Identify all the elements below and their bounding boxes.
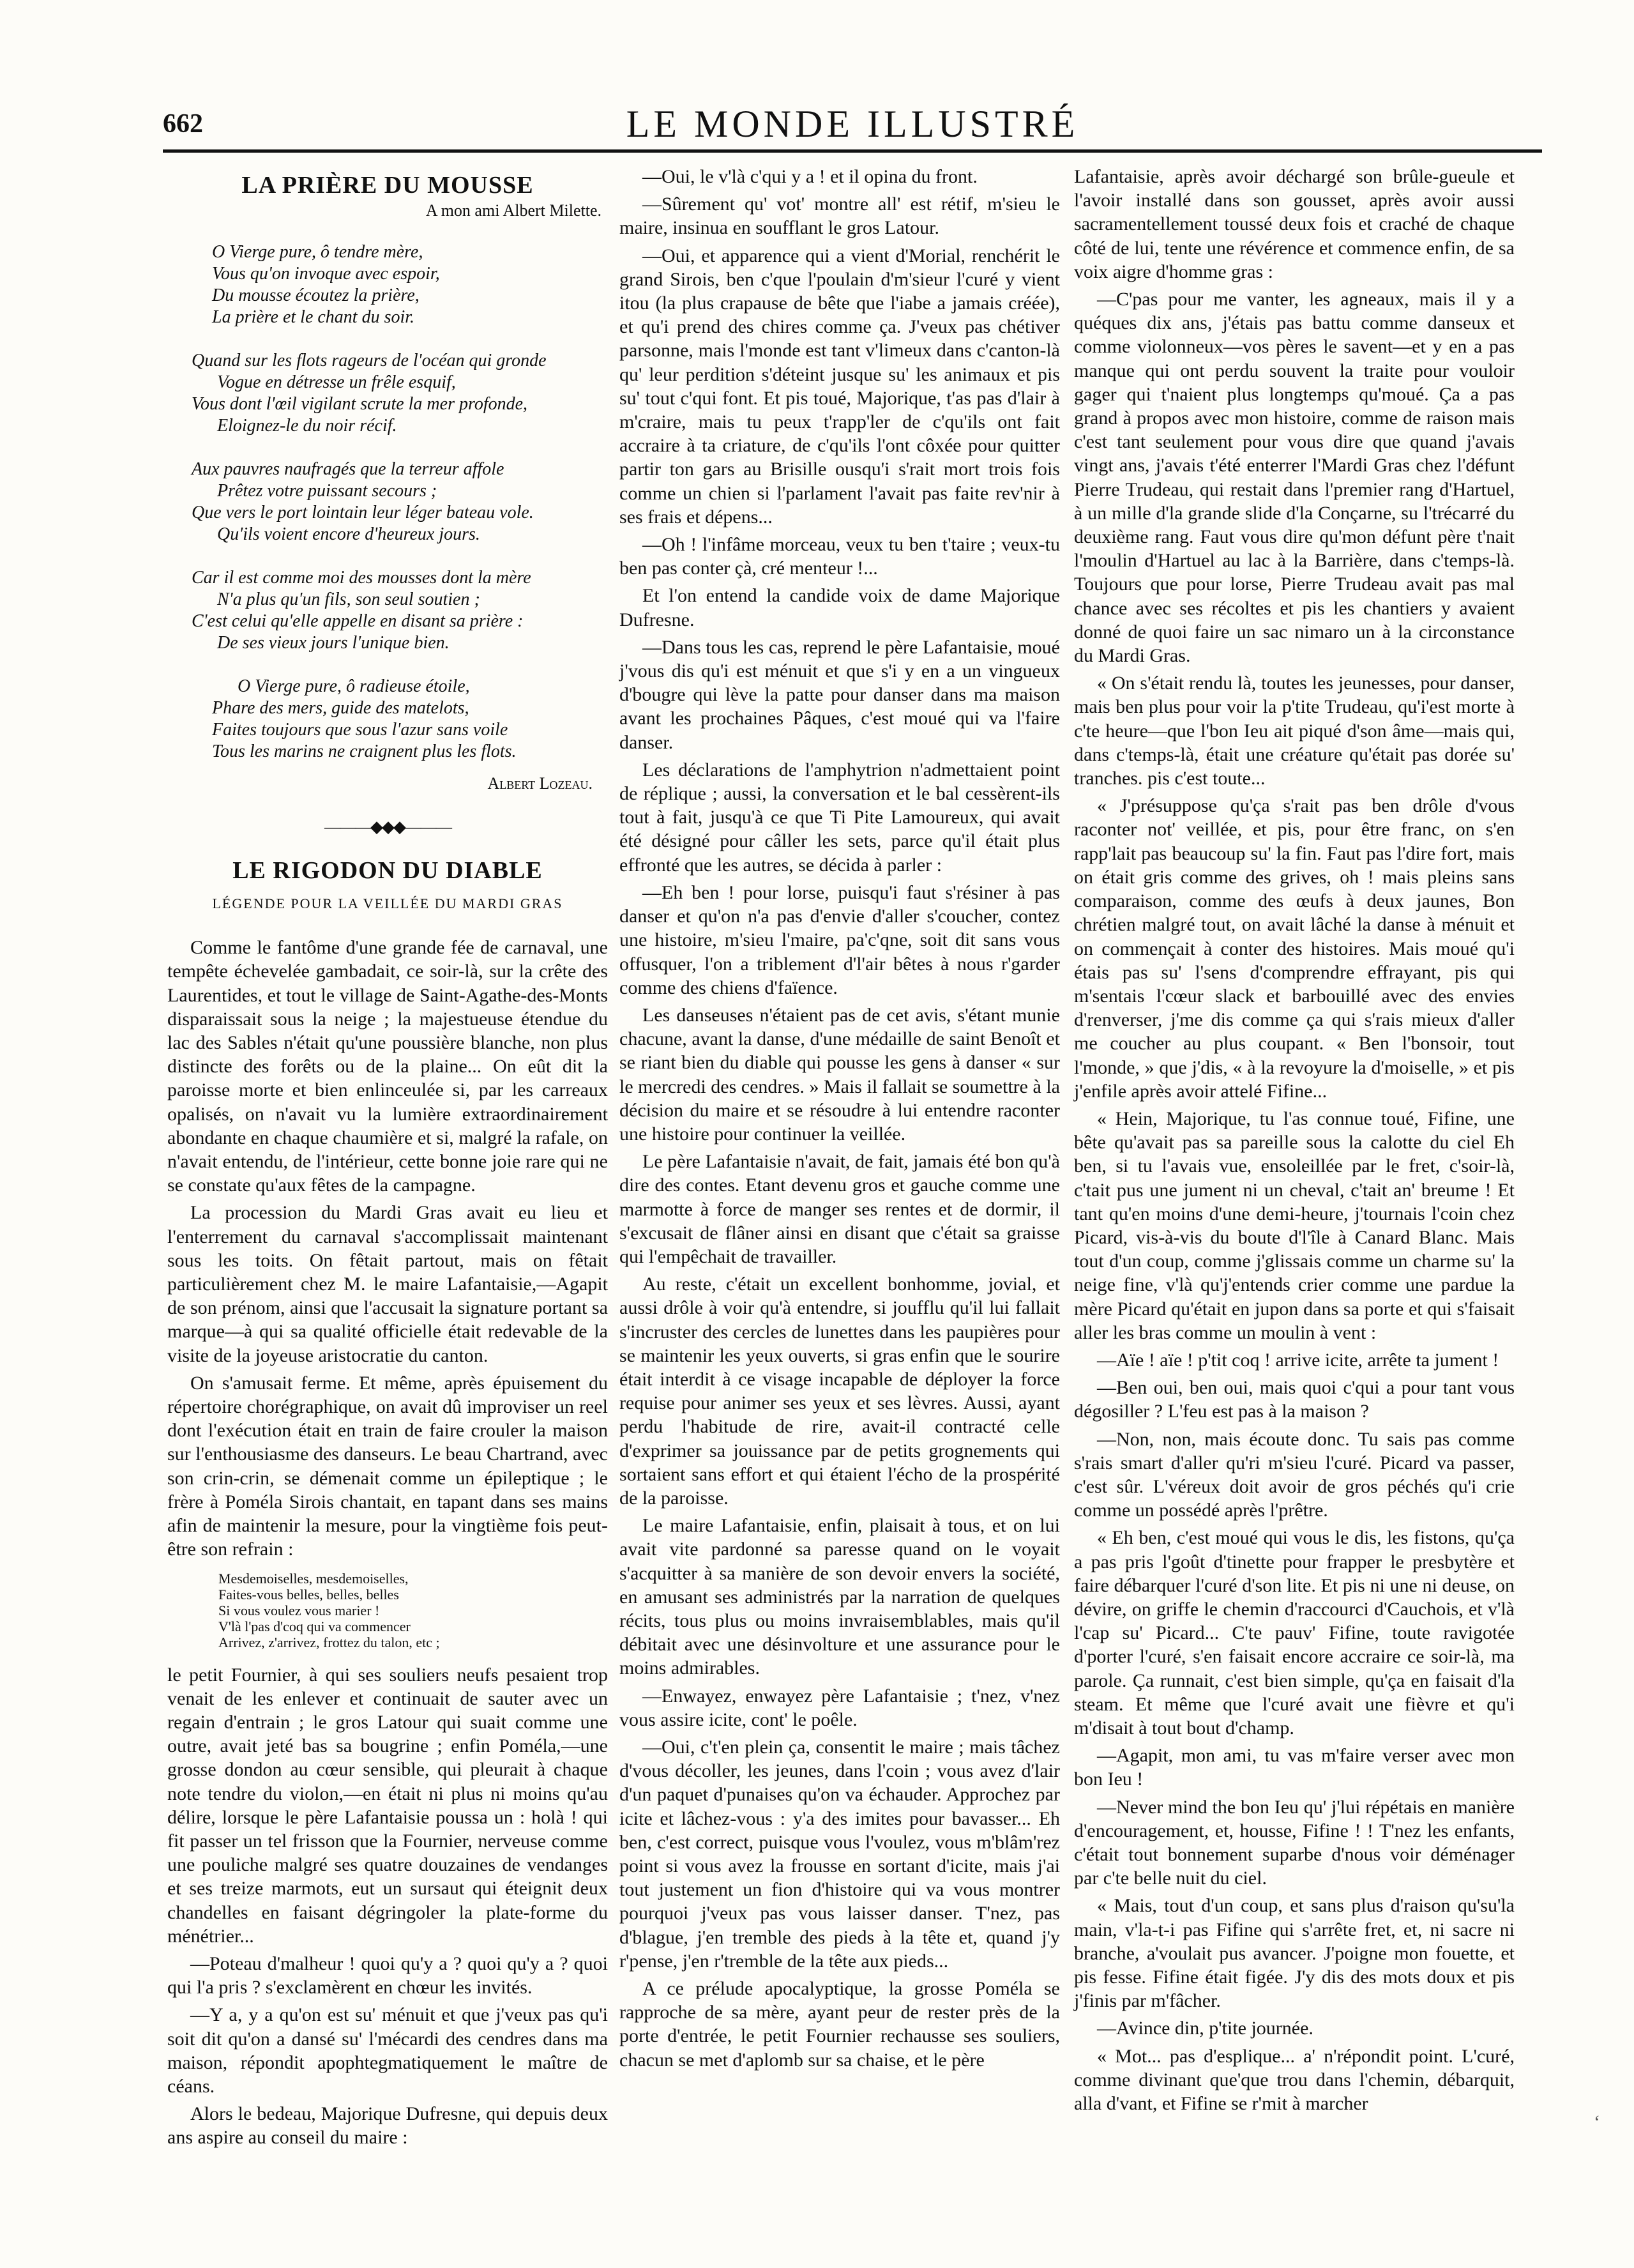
column-1 — [167, 165, 608, 2154]
paragraph: —Oui, le v'là c'qui y a ! et il opina du front. — [642, 166, 978, 187]
paragraph: Au reste, c'était un excellent bonhomme, jovial, et aussi drôle à voir qu'à entendre, si joufflu qu'il lui fallait s'incruster des cercles de lunettes dans les paupières pour se maintenir les yeux ouverts, si gras enfin que le sourire était interdit à ce visage incapable de déployer la force requise pour animer ses yeux et ses lèvres. Aussi, ayant perdu l'habitude de rire, avait-il contracté celle d'exprimer sa jouissance par de petits grognements qui sortaient sans effort et qui étaient l'écho de la prospérité de la paroisse. — [619, 1274, 1060, 1509]
separator-ornament: ———◆◆◆——— — [324, 817, 451, 836]
poem-stanza — [212, 241, 608, 328]
page-number: 662 — [163, 109, 203, 139]
verse: Phare des mers, guide des matelots, — [212, 698, 469, 719]
paragraph: Le père Lafantaisie n'avait, de fait, jamais été bon qu'à dire des contes. Etant devenu gros et gauche comme une marmotte à force de manger ses rentes et de dormir, il s'excusait de flâner ainsi en disant que c'était sa graisse qui l'empêchait de travailler. — [619, 1151, 1060, 1267]
paragraph: A ce prélude apocalyptique, la grosse Poméla se rapproche de sa mère, ayant peur de rester près de la porte d'entrée, le petit Fournier rechausse ses souliers, chacun se met d'aplomb sur sa chaise, et le père — [619, 1978, 1060, 2071]
paragraph: —Sûrement qu' vot' montre all' est rétif, m'sieu le maire, insinua en soufflant le gros Latour. — [619, 194, 1060, 239]
paragraph: —C'pas pour me vanter, les agneaux, mais il y a quéques dix ans, j'étais pas battu comme danseux et comme violonneux—vos pères le savent—et y en a pas manque qui ont perdu souvent la traite pour vouloir gager qui t'naient plus longtemps qu'moué. Ça a pas grand à propos avec mon histoire, comme de raison mais c'est tant seulement pour vous dire que quand j'avais vingt ans, j'avais t'été enterrer l'Mardi Gras chez l'défunt Pierre Trudeau, qui restait dans l'premier rang d'Hartuel, à un mille d'la grande slide d'la Conçarne, su l'trécarré du deuxième rang. Faut vous dire qu'mon défunt père t'nait l'moulin d'Hartuel au lac à la Barrière, dans c'temps-là. Toujours que pour lorse, Pierre Trudeau avait pas mal chance avec ses récoltes et pis les chantiers y avaient donné de quoi faire un sac nimaro un à la circonstance du Mardi Gras. — [1074, 289, 1515, 667]
paragraph: Les danseuses n'étaient pas de cet avis, s'étant munie chacune, avant la danse, d'une médaille de saint Benoît et se riant bien du diable qui pousse les gens à danser « sur le mercredi des cendres. » Mais il fallait se soumettre à la décision du maire et se résoudre à lui entendre raconter une histoire pour continuer la veillée. — [619, 1004, 1060, 1145]
paragraph: « Eh ben, c'est moué qui vous le dis, les fistons, qu'ça a pas pris l'goût d'tinette pour frapper le presbytère et faire débarquer l'curé d'son lite. Et pis ni une ni deuse, on dévire, on griffe le chemin d'raccourci d'Cauchois, et v'là l'cap su' Picard... C'te pauv' Fifine, toute ravigotée d'porter l'curé, s'en faisait encore accraire ce soir-là, ma parole. Ça runnait, c'est bien simple, qu'ça en faisait d'la steam. Et même que l'curé avait une fièvre et qu'i m'disait à tout bout d'champ. — [1074, 1527, 1515, 1739]
song-refrain — [218, 1571, 608, 1650]
paragraph: —Y a, y a qu'on est su' ménuit et que j'veux pas qu'i soit dit qu'on a dansé su' l'mécardi des cendres dans ma maison, répondit apophtegmatiquement le maître de céans. — [167, 2004, 608, 2097]
verse: Vogue en détresse un frêle esquif, — [217, 372, 456, 393]
verse: Car il est comme moi des mousses dont la mère — [192, 568, 531, 588]
paragraph: « Mot... pas d'esplique... a' n'répondit point. L'curé, comme divinant que'que trou dans l'chemin, débarquit, alla d'vant, et Fifine se r'mit à marcher — [1074, 2045, 1515, 2115]
refrain-line: Mesdemoiselles, mesdemoiselles, — [218, 1570, 409, 1587]
paragraph: —Avince din, p'tite journée. — [1097, 2018, 1313, 2039]
verse: N'a plus qu'un fils, son seul soutien ; — [217, 590, 480, 610]
paragraph: —Aïe ! aïe ! p'tit coq ! arrive icite, arrête ta jument ! — [1097, 1349, 1499, 1371]
verse: Du mousse écoutez la prière, — [212, 285, 420, 306]
paragraph: —Oh ! l'infâme morceau, veux tu ben t'taire ; veux-tu ben pas conter çà, cré menteur !... — [619, 534, 1060, 579]
verse: La prière et le chant du soir. — [212, 307, 415, 328]
paragraph: —Agapit, mon ami, tu vas m'faire verser avec mon bon Ieu ! — [1074, 1745, 1515, 1790]
paragraph: Comme le fantôme d'une grande fée de carnaval, une tempête échevelée gambadait, ce soir-là, sur la crête des Laurentides, et tout le village de Saint-Agathe-des-Monts disparaissait sous la neige ; la majestueuse étendue du lac des Sables n'était qu'une poussière blanche, non plus distincte des forêts ou de la plaine... On eût dit la paroisse morte et bien enlinceulée si, par les carreaux opalisés, on n'avait vu la lumière extraordinairement abondante en chaque chaumière et si, malgré la rafale, on n'avait entendu, de l'intérieur, cette bonne joie rare qui ne se constate qu'aux fêtes de la campagne. — [167, 937, 608, 1196]
poem-title: LA PRIÈRE DU MOUSSE — [241, 172, 534, 199]
paragraph: « J'présuppose qu'ça s'rait pas ben drôle d'vous raconter not' veillée, et pis, pour être franc, on s'en rapp'lait pas beaucoup su' la fin. Faut pas l'dire fort, mais on était gris comme des grives, oh ! mais pleins sans comparaison, comme des œufs à deux jaunes, Bon chrétien malgré tout, on avait lâché la danse à ménuit et on commençait à conter des histoires. Mais moué qu'i étais pas su' l'sens d'comprendre effrayant, pis qui m'sentais l'cœur slack et barbouillé avec des envies d'renverser, j'me dis comme ça qui s'rais mieux d'aller me coucher au plus coupant. « Ben l'bonsoir, tout l'monde, » que j'dis, « à la revoyure la d'moiselle, » et pis j'enfile après avoir attelé Fifine... — [1074, 795, 1515, 1102]
paragraph: —Never mind the bon Ieu qu' j'lui répétais en manière d'encouragement, et, housse, Fifine ! ! T'nez les enfants, c'était tout bonnement suparbe d'nous voir déménager par c'te belle nuit du ciel. — [1074, 1796, 1515, 1889]
paragraph: « On s'était rendu là, toutes les jeunesses, pour danser, mais ben plus pour voir la p'tite Trudeau, qu'i'est morte à c'te heure—que l'bon Ieu ait piqué d'son âme—mais qui, dans c'temps-là, était une créature qu'était pas dorée su' tranches. pis c'est toute... — [1074, 673, 1515, 789]
verse: Vous qu'on invoque avec espoir, — [212, 264, 440, 284]
column-3 — [1074, 165, 1515, 2119]
story-subtitle: LÉGENDE POUR LA VEILLÉE DU MARDI GRAS — [212, 895, 563, 912]
header-rule — [163, 149, 1542, 153]
paragraph: « Hein, Majorique, tu l'as connue toué, Fifine, une bête qu'avait pas sa pareille sous la calotte du ciel Eh ben, si tu l'avais vue, ensoleillée par le fret, c'soir-là, c'tait pus une jument ni un cheval, c'tait an' breume ! Et tant qu'en moins d'une demi-heure, j'tournais l'coin chez Picard, vis-à-vis du boute d'l'île à Canard Blanc. Mais tout d'un coup, comme j'glissais comme un charme su' la neige fine, v'là qu'j'entends crier comme une pardue la mère Picard qu'était en jupon dans sa porte et qui s'faisait aller les bras comme un moulin à vent : — [1074, 1107, 1515, 1343]
paragraph: —Oui, c't'en plein ça, consentit le maire ; mais tâchez d'vous décoller, les jeunes, dans l'coin ; vous avez d'lair d'un paquet d'punaises qu'on va échauder. Approchez par icite et lâchez-vous : y'a des imites pour bavasser... Eh ben, c'est correct, puisque vous l'voulez, vous m'blâm'rez point si vous avez la frousse en sortant d'icite, mais j'ai tout justement un fion d'histoire qui va vous montrer pourquoi j'veux pas vous laisser danser. T'nez, pas d'blague, j'en tremble des pieds à la tête et, quand j'y r'pense, j'en r'tremble de la tête aux pieds... — [619, 1737, 1060, 1972]
poem-stanza — [192, 567, 608, 654]
verse: Aux pauvres naufragés que la terreur affole — [192, 459, 504, 480]
page-header — [163, 102, 1542, 147]
verse: Tous les marins ne craignent plus les flots. — [212, 742, 517, 762]
paragraph: Lafantaisie, après avoir déchargé son brûle-gueule et l'avoir installé dans son gousset, après avoir aussi sacramentellement toussé deux fois et craché de chaque côté de lui, tente une révérence et commence enfin, de sa voix aigre d'homme gras : — [1074, 166, 1515, 282]
margin-mark: ‘ — [1594, 2112, 1600, 2133]
poem-author: Albert Lozeau. — [487, 774, 593, 793]
refrain-line: Arrivez, z'arrivez, frottez du talon, etc ; — [218, 1634, 440, 1650]
paragraph: Et l'on entend la candide voix de dame Majorique Dufresne. — [619, 585, 1060, 630]
paragraph: —Eh ben ! pour lorse, puisqu'i faut s'résiner à pas danser et qu'on n'a pas d'envie d'aller s'coucher, contez une histoire, m'sieu l'maire, pa'c'qne, soit dit sans vous offusquer, l'on a triblement d'l'air bêtes à nous r'garder comme des chiens d'faïence. — [619, 881, 1060, 998]
paragraph: Les déclarations de l'amphytrion n'admettaient point de réplique ; aussi, la conversation et le bal cessèrent-ils tout à fait, jusqu'à ce que Ti Pite Lamoureux, qui avait été désigné pour câller les sets, parce qu'il était plus effronté que les autres, se décida à parler : — [619, 759, 1060, 876]
refrain-line: Faites-vous belles, belles, belles — [218, 1586, 399, 1602]
paragraph: —Oui, et apparence qui a vient d'Morial, renchérit le grand Sirois, ben c'que l'poulain d'm'sieur l'curé y vient itou (la plus crapause de bête que l'iabe a jamais créée), et qu'i prend des chires comme ça. J'veux pas chétiver parsonne, mais l'monde est tant v'limeux dans c'canton-là qu' leur perdition s'déteint jusque su' les animaux et pis su' tout c'qui font. Et pis toué, Majorique, t'as pas d'lair à m'craire, mais tu peux t'rapp'ler de c'qu'ils ont fait accraire à ta criature, de c'qu'ils l'ont côxée pour quitter partir ton gars au Brisille ousqu'i s'rait mort trois fois comme un chien si l'parlament l'avait pas faite rev'nir à ses frais et dépens... — [619, 245, 1060, 528]
verse: Quand sur les flots rageurs de l'océan qui gronde — [192, 351, 547, 371]
paragraph: —Enwayez, enwayez père Lafantaisie ; t'nez, v'nez vous assire icite, cont' le poêle. — [619, 1685, 1060, 1730]
paragraph: La procession du Mardi Gras avait eu lieu et l'enterrement du carnaval s'accomplissait maintenant sous les toits. On fêtait partout, mais on fêtait particulièrement chez M. le maire Lafantaisie,—Agapit de son prénom, ainsi que l'accusait la signature portant sa marque—à qui sa qualité officielle était redevable de la visite de la joyeuse aristocratie du canton. — [167, 1202, 608, 1366]
poem-stanza — [192, 459, 608, 545]
paragraph: —Non, non, mais écoute donc. Tu sais pas comme s'rais smart d'aller qu'ri m'sieu l'curé. Picard va passer, c'est sûr. L'véreux doit avoir de gros péchés qu'i crie comme un possédé après l'prêtre. — [1074, 1428, 1515, 1521]
poem-dedication: A mon ami Albert Milette. — [425, 201, 601, 220]
paragraph: le petit Fournier, à qui ses souliers neufs pesaient trop venait de les enlever et continuait de sauter avec un regain d'entrain ; le gros Latour qui suait comme une outre, avait jeté bas sa bougrine ; enfin Poméla,—une grosse dondon au cœur sensible, qui pleurait à chaque note tendre du violon,—en était ni plus ni moins qu'au délire, lorsque le père Lafantaisie poussa un : holà ! qui fit passer un tel frisson que la Fournier, nerveuse comme une pouliche malgré ses quatre douzaines de vendanges et ses treize marmots, eut un sursaut qui éteignit deux chandelles en faisant dégringoler la plate-forme du ménétrier... — [167, 1664, 608, 1947]
verse: Qu'ils voient encore d'heureux jours. — [217, 524, 480, 545]
paragraph: Alors le bedeau, Majorique Dufresne, qui depuis deux ans aspire au conseil du maire : — [167, 2103, 608, 2149]
paragraph: —Dans tous les cas, reprend le père Lafantaisie, moué j'vous dis qu'i est ménuit et que s'i y en a un vingueux d'bougre qui lève la patte pour danser dans ma maison avant les prochaines Pâques, c'est moué qui va l'faire danser. — [619, 636, 1060, 753]
paragraph: « Mais, tout d'un coup, et sans plus d'raison qu'su'la main, v'la-t-i pas Fifine qui s'arrête fret, et, ni sacre ni branche, a'voulait pus avancer. J'poigne mon fouette, et pis fesse. Fifine était figée. J'y dis des mots doux et pis j'finis par m'fâcher. — [1074, 1895, 1515, 2012]
story-title: LE RIGODON DU DIABLE — [232, 856, 543, 884]
column-2 — [619, 165, 1060, 2076]
verse: C'est celui qu'elle appelle en disant sa prière : — [192, 611, 524, 632]
refrain-line: V'là l'pas d'coq qui va commencer — [218, 1618, 411, 1634]
paragraph: On s'amusait ferme. Et même, après épuisement du répertoire chorégraphique, on avait dû improviser un reel dont l'exécution était en train de faire crouler la maison sur l'enthousiasme des danseurs. Le beau Chartrand, avec son crin-crin, se démenait comme un épileptique ; le frère à Poméla Sirois chantait, en tapant dans ses mains afin de maintenir la mesure, pour la vingtième fois peut-être son refrain : — [167, 1372, 608, 1560]
verse: Faites toujours que sous l'azur sans voile — [212, 720, 508, 740]
verse: Que vers le port lointain leur léger bateau vole. — [192, 503, 534, 523]
poem-stanza — [212, 676, 608, 763]
poem-stanza — [192, 350, 608, 437]
masthead: LE MONDE ILLUSTRÉ — [626, 103, 1079, 145]
verse: De ses vieux jours l'unique bien. — [217, 633, 450, 653]
verse: O Vierge pure, ô tendre mère, — [212, 242, 423, 263]
paragraph: —Ben oui, ben oui, mais quoi c'qui a pour tant vous dégosiller ? L'feu est pas à la maison ? — [1074, 1377, 1515, 1422]
refrain-line: Si vous voulez vous marier ! — [218, 1602, 380, 1618]
paragraph: —Poteau d'malheur ! quoi qu'y a ? quoi qu'y a ? quoi qui l'a pris ? s'exclamèrent en chœur les invités. — [167, 1952, 608, 1998]
verse: O Vierge pure, ô radieuse étoile, — [238, 676, 470, 697]
paragraph: Le maire Lafantaisie, enfin, plaisait à tous, et on lui avait vite pardonné sa paresse quand on le voyait s'acquitter à sa manière de son devoir envers la société, en amusant ses administrés par la narration de quelques récits, tous plus ou moins invraisemblables, mais qu'il débitait avec une désinvolture et une assurance pour le moins admirables. — [619, 1515, 1060, 1679]
verse: Vous dont l'œil vigilant scrute la mer profonde, — [192, 394, 528, 415]
verse: Prêtez votre puissant secours ; — [217, 481, 437, 501]
verse: Eloignez-le du noir récif. — [217, 416, 397, 436]
